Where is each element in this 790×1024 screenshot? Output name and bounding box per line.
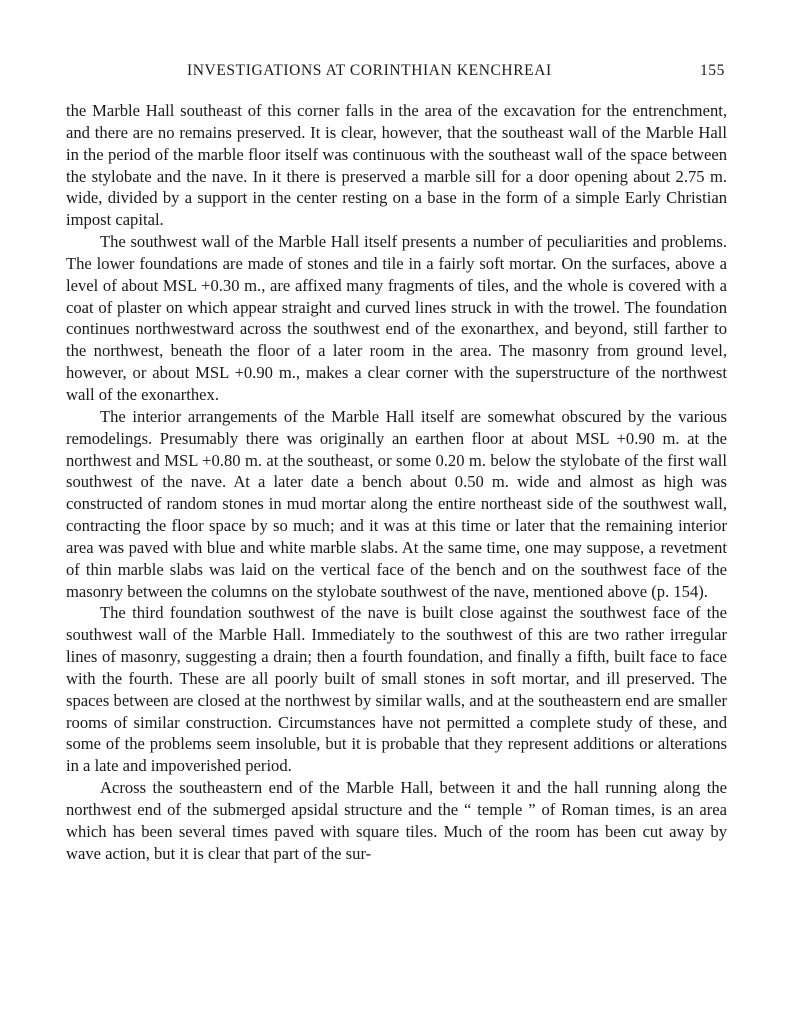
page-number: 155	[699, 62, 725, 79]
paragraph-third-foundation: The third foundation southwest of the nave is built close against the southwest face of the southwest wall of the Marble Hall. Immediately to the southwest of this are two rather irregular lines of masonry, suggesting a drain; then a fourth foundation, and finally a fifth, built face to face with the fourth. These are all poorly built of small stones in soft mortar, and ill preserved. The spaces between are closed at the northwest by similar walls, and at the southeastern end are smaller rooms of similar construction. Circumstances have not permitted a complete study of these, and some of the problems seem insoluble, but it is probable that they represent additions or alterations in a late and impoverished period.	[66, 603, 727, 776]
paragraph-continued: the Marble Hall southeast of this corner falls in the area of the excavation for the entrenchment, and there are no remains preserved. It is clear, however, that the southeast wall of the Marble Hall in the period of the marble floor itself was continuous with the southeast wall of the space between the stylobate and the nave. In it there is preserved a marble sill for a door opening about 2.75 m. wide, divided by a support in the center resting on a base in the form of a simple Early Christian impost capital.	[66, 101, 727, 230]
running-title: INVESTIGATIONS AT CORINTHIAN KENCHREAI	[187, 62, 552, 79]
paragraph-southwest-wall: The southwest wall of the Marble Hall itself presents a number of peculiarities and problems. The lower foundations are made of stones and tile in a fairly soft mortar. On the surfaces, above a level of about MSL +0.30 m., are affixed many fragments of tiles, and the whole is covered with a coat of plaster on which appear straight and curved lines struck in with the trowel. The foundation continues northwestward across the southwest end of the exonarthex, and beyond, still farther to the northwest, beneath the floor of a later room in the area. The masonry from ground level, however, or about MSL +0.90 m., makes a clear corner with the superstructure of the northwest wall of the exonarthex.	[66, 232, 727, 404]
paragraph-interior-arrangements: The interior arrangements of the Marble Hall itself are somewhat obscured by the various remodelings. Presumably there was originally an earthen floor at about MSL +0.90 m. at the northwest and MSL +0.80 m. at the southeast, or some 0.20 m. below the stylobate of the first wall southwest of the nave. At a later date a bench about 0.50 m. wide and almost as high was constructed of random stones in mud mortar along the entire northeast side of the southwest wall, contracting the floor space by so much; and it was at this time or later that the remaining interior area was paved with blue and white marble slabs. At the same time, one may suppose, a revetment of thin marble slabs was laid on the vertical face of the bench and on the southwest face of the masonry between the columns on the stylobate southwest of the nave, mentioned above (p. 154).	[66, 406, 727, 601]
paragraph-southeastern-end: Across the southeastern end of the Marble Hall, between it and the hall running along the northwest end of the submerged apsidal structure and the “ temple ” of Roman times, is an area which has been several times paved with square tiles. Much of the room has been cut away by wave action, but it is clear that part of the sur-	[66, 778, 727, 863]
book-page	[66, 58, 727, 865]
running-head	[66, 58, 727, 88]
body-text	[66, 100, 727, 865]
